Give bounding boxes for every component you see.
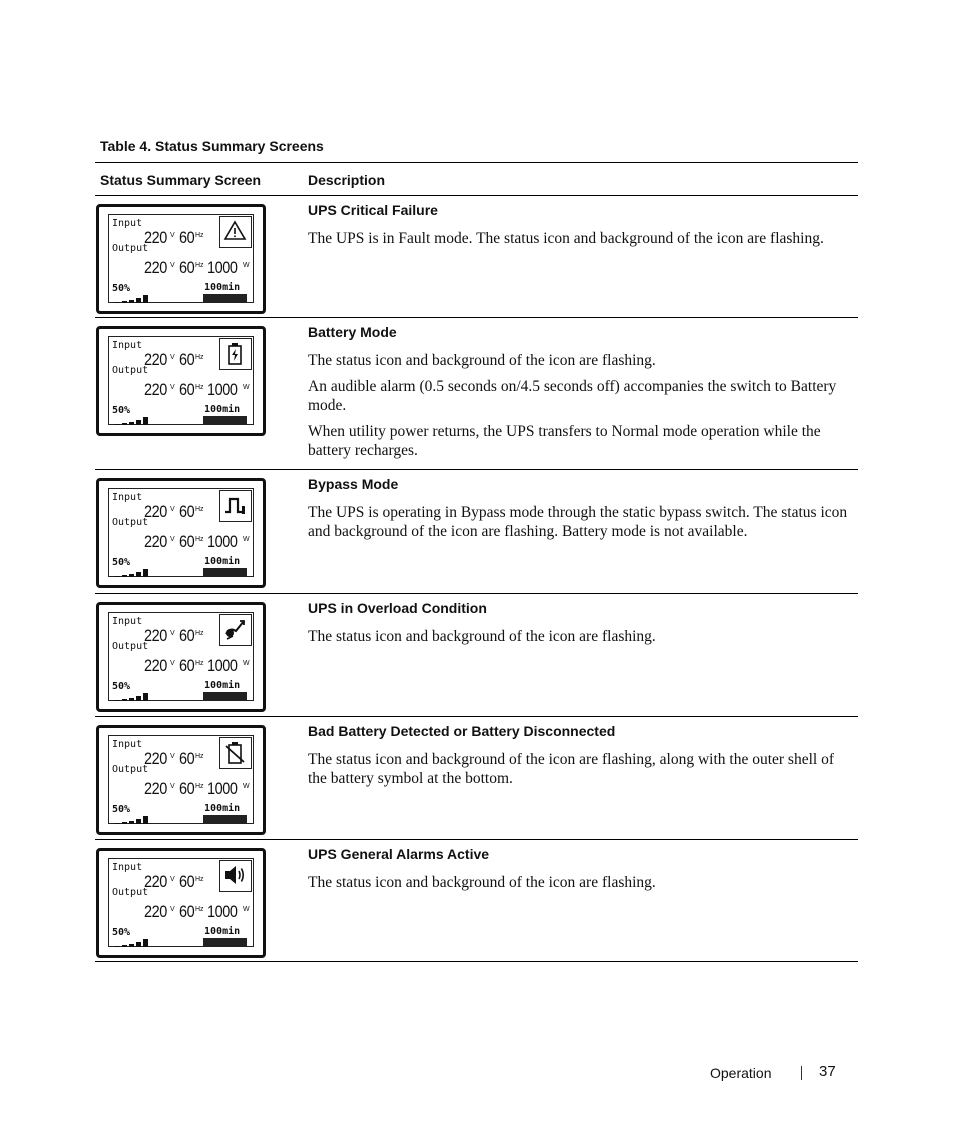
- lcd-output-voltage-unit: V: [170, 906, 175, 913]
- lcd-input-label: Input: [112, 862, 143, 873]
- lcd-output-power-unit: W: [243, 906, 250, 913]
- load-bars-icon: [114, 816, 150, 824]
- battery-level-bar: [203, 692, 247, 701]
- lcd-output-voltage: 220: [144, 656, 167, 675]
- lcd-input-label: Input: [112, 492, 143, 503]
- lcd-input-frequency: 60: [179, 502, 195, 521]
- lcd-runtime-value: 100: [204, 404, 223, 415]
- lcd-screen: [108, 612, 254, 701]
- row-description: [308, 599, 854, 653]
- lcd-panel: [96, 848, 266, 958]
- lcd-runtime-unit: min: [222, 803, 241, 814]
- lcd-output-frequency-unit: Hz: [195, 384, 204, 391]
- row-paragraphs: [308, 229, 854, 248]
- table-header: [95, 163, 858, 195]
- row-title: UPS in Overload Condition: [308, 600, 487, 616]
- lcd-runtime: [204, 404, 240, 415]
- status-icon-box: [219, 860, 252, 892]
- lcd-input-voltage-unit: V: [170, 753, 175, 760]
- lcd-output-frequency-unit: Hz: [195, 660, 204, 667]
- row-paragraphs: [308, 503, 854, 541]
- lcd-panel: [96, 326, 266, 436]
- row-paragraph: The UPS is operating in Bypass mode through the static bypass switch. The status icon and background of the icon are flashing. Battery mode is not available.: [308, 504, 848, 540]
- lcd-load-percent: 50%: [112, 557, 131, 568]
- row-description: [308, 722, 854, 795]
- row-title: Battery Mode: [308, 324, 397, 340]
- row-paragraphs: [308, 627, 854, 646]
- lcd-output-power: 1000: [207, 532, 238, 551]
- lcd-input-label: Input: [112, 739, 143, 750]
- page-number: 37: [819, 1063, 836, 1080]
- table-row-3: [95, 469, 858, 593]
- row-title: Bypass Mode: [308, 476, 399, 492]
- status-icon-box: [219, 216, 252, 248]
- row-paragraphs: [308, 873, 854, 892]
- lcd-output-power-unit: W: [243, 660, 250, 667]
- lcd-output-label: Output: [112, 887, 149, 898]
- lcd-runtime: [204, 680, 240, 691]
- lcd-output-label: Output: [112, 365, 149, 376]
- lcd-input-voltage-unit: V: [170, 506, 175, 513]
- row-description: [308, 201, 854, 255]
- lcd-input-voltage-unit: V: [170, 630, 175, 637]
- footer-separator: [801, 1066, 802, 1080]
- lcd-input-voltage: 220: [144, 350, 167, 369]
- lcd-output-power: 1000: [207, 779, 238, 798]
- lcd-output-power-unit: W: [243, 384, 250, 391]
- lcd-screen: [108, 735, 254, 824]
- lcd-output-frequency-unit: Hz: [195, 906, 204, 913]
- lcd-runtime-unit: min: [222, 926, 241, 937]
- lcd-runtime-value: 100: [204, 803, 223, 814]
- lcd-output-voltage-unit: V: [170, 384, 175, 391]
- lcd-runtime: [204, 926, 240, 937]
- load-bars-icon: [114, 417, 150, 425]
- lcd-output-voltage-unit: V: [170, 262, 175, 269]
- lcd-input-voltage-unit: V: [170, 876, 175, 883]
- status-icon-box: [219, 614, 252, 646]
- row-paragraph: An audible alarm (0.5 seconds on/4.5 seconds off) accompanies the switch to Battery mode.: [308, 378, 837, 414]
- lcd-input-voltage: 220: [144, 626, 167, 645]
- column-header-screen: Status Summary Screen: [100, 172, 262, 188]
- lcd-output-frequency: 60: [179, 902, 195, 921]
- lcd-output-power-unit: W: [243, 262, 250, 269]
- lcd-input-label: Input: [112, 340, 143, 351]
- lcd-input-frequency: 60: [179, 872, 195, 891]
- lcd-output-power-unit: W: [243, 783, 250, 790]
- lcd-runtime: [204, 556, 240, 567]
- lcd-output-label: Output: [112, 517, 149, 528]
- lcd-output-power: 1000: [207, 656, 238, 675]
- status-icon-box: [219, 737, 252, 769]
- lcd-runtime-unit: min: [222, 556, 241, 567]
- lcd-input-frequency-unit: Hz: [195, 506, 204, 513]
- lcd-output-label: Output: [112, 243, 149, 254]
- lcd-input-frequency-unit: Hz: [195, 753, 204, 760]
- lcd-input-voltage: 220: [144, 872, 167, 891]
- column-header-description: Description: [308, 172, 386, 188]
- lcd-input-frequency-unit: Hz: [195, 876, 204, 883]
- lcd-runtime-value: 100: [204, 680, 223, 691]
- lcd-output-voltage-unit: V: [170, 783, 175, 790]
- lcd-load-percent: 50%: [112, 681, 131, 692]
- table-row-5: [95, 716, 858, 839]
- lcd-output-voltage: 220: [144, 380, 167, 399]
- lcd-output-voltage-unit: V: [170, 536, 175, 543]
- status-summary-table: [95, 162, 858, 962]
- row-paragraph: The status icon and background of the icon are flashing.: [308, 352, 656, 369]
- load-bars-icon: [114, 569, 150, 577]
- lcd-load-percent: 50%: [112, 927, 131, 938]
- lcd-panel: [96, 602, 266, 712]
- battery-level-bar: [203, 938, 247, 947]
- row-paragraph: The status icon and background of the icon are flashing.: [308, 874, 656, 891]
- load-bars-icon: [114, 295, 150, 303]
- row-paragraphs: [308, 351, 854, 460]
- lcd-load-percent: 50%: [112, 405, 131, 416]
- lcd-panel: [96, 478, 266, 588]
- lcd-output-power: 1000: [207, 902, 238, 921]
- lcd-runtime: [204, 803, 240, 814]
- lcd-load-percent: 50%: [112, 283, 131, 294]
- row-paragraph: The status icon and background of the icon are flashing, along with the outer shell of the battery symbol at the bottom.: [308, 751, 834, 787]
- lcd-input-frequency-unit: Hz: [195, 630, 204, 637]
- row-paragraph: The UPS is in Fault mode. The status icon and background of the icon are flashing.: [308, 230, 824, 247]
- lcd-output-frequency-unit: Hz: [195, 536, 204, 543]
- load-bars-icon: [114, 939, 150, 947]
- lcd-output-frequency: 60: [179, 258, 195, 277]
- row-paragraphs: [308, 750, 854, 788]
- lcd-output-frequency: 60: [179, 656, 195, 675]
- lcd-output-label: Output: [112, 764, 149, 775]
- row-title: UPS General Alarms Active: [308, 846, 490, 862]
- lcd-output-frequency: 60: [179, 380, 195, 399]
- lcd-runtime-unit: min: [222, 404, 241, 415]
- row-paragraph: The status icon and background of the icon are flashing.: [308, 628, 656, 645]
- lcd-input-voltage-unit: V: [170, 354, 175, 361]
- footer-section: Operation: [710, 1065, 772, 1081]
- lcd-output-power-unit: W: [243, 536, 250, 543]
- lcd-screen: [108, 336, 254, 425]
- lcd-output-frequency: 60: [179, 779, 195, 798]
- load-bars-icon: [114, 693, 150, 701]
- lcd-input-voltage: 220: [144, 502, 167, 521]
- table-row-1: [95, 195, 858, 317]
- lcd-output-frequency-unit: Hz: [195, 262, 204, 269]
- lcd-output-voltage: 220: [144, 902, 167, 921]
- status-icon-box: [219, 338, 252, 370]
- lcd-input-label: Input: [112, 218, 143, 229]
- lcd-screen: [108, 214, 254, 303]
- row-title: Bad Battery Detected or Battery Disconnected: [308, 723, 616, 739]
- lcd-output-frequency-unit: Hz: [195, 783, 204, 790]
- lcd-input-voltage: 220: [144, 228, 167, 247]
- table-title: Table 4. Status Summary Screens: [100, 138, 324, 154]
- lcd-runtime-value: 100: [204, 556, 223, 567]
- lcd-runtime: [204, 282, 240, 293]
- lcd-output-voltage: 220: [144, 532, 167, 551]
- lcd-runtime-value: 100: [204, 926, 223, 937]
- lcd-output-frequency: 60: [179, 532, 195, 551]
- lcd-runtime-unit: min: [222, 282, 241, 293]
- battery-level-bar: [203, 568, 247, 577]
- table-row-2: [95, 317, 858, 469]
- lcd-input-frequency: 60: [179, 228, 195, 247]
- lcd-input-voltage-unit: V: [170, 232, 175, 239]
- row-description: [308, 475, 854, 548]
- battery-level-bar: [203, 815, 247, 824]
- battery-level-bar: [203, 416, 247, 425]
- lcd-input-frequency: 60: [179, 350, 195, 369]
- lcd-screen: [108, 858, 254, 947]
- lcd-output-power: 1000: [207, 258, 238, 277]
- status-icon-box: [219, 490, 252, 522]
- table-row-6: [95, 839, 858, 961]
- lcd-screen: [108, 488, 254, 577]
- lcd-runtime-unit: min: [222, 680, 241, 691]
- lcd-input-frequency: 60: [179, 749, 195, 768]
- lcd-output-voltage-unit: V: [170, 660, 175, 667]
- lcd-panel: [96, 204, 266, 314]
- row-description: [308, 845, 854, 899]
- lcd-input-frequency-unit: Hz: [195, 232, 204, 239]
- lcd-output-power: 1000: [207, 380, 238, 399]
- lcd-input-label: Input: [112, 616, 143, 627]
- lcd-input-frequency: 60: [179, 626, 195, 645]
- row-paragraph: When utility power returns, the UPS transfers to Normal mode operation while the battery recharges.: [308, 423, 821, 459]
- row-title: UPS Critical Failure: [308, 202, 438, 218]
- battery-level-bar: [203, 294, 247, 303]
- lcd-output-voltage: 220: [144, 258, 167, 277]
- lcd-panel: [96, 725, 266, 835]
- row-description: [308, 323, 854, 467]
- lcd-input-voltage: 220: [144, 749, 167, 768]
- lcd-input-frequency-unit: Hz: [195, 354, 204, 361]
- table-row-4: [95, 593, 858, 716]
- lcd-runtime-value: 100: [204, 282, 223, 293]
- lcd-load-percent: 50%: [112, 804, 131, 815]
- lcd-output-label: Output: [112, 641, 149, 652]
- lcd-output-voltage: 220: [144, 779, 167, 798]
